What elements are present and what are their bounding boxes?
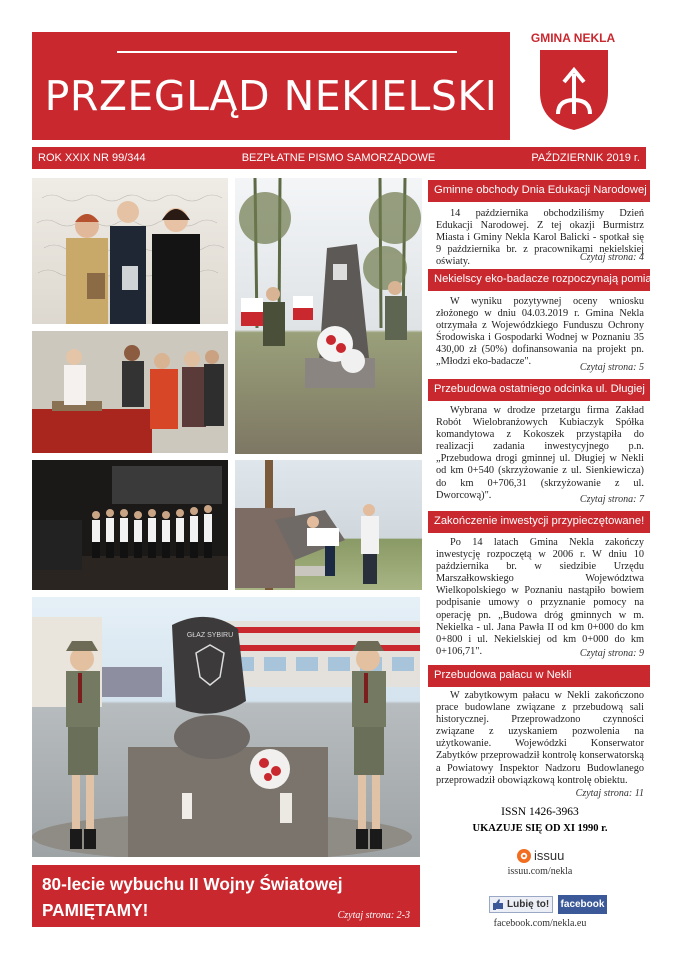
gmina-label: GMINA NEKLA (530, 31, 616, 45)
issuu-brand: issuu (534, 848, 565, 863)
article-title[interactable]: Przebudowa ostatniego odcinka ul. Długiej (428, 379, 650, 401)
article-read-more[interactable]: Czytaj strona: 5 (579, 362, 644, 373)
like-label: Lubię to! (507, 899, 550, 910)
facebook-brand[interactable]: facebook (558, 895, 607, 914)
article-read-more[interactable]: Czytaj strona: 11 (575, 788, 644, 799)
article-body: Wybrana w drodze przetargu firma Zakład Robót Wielobranżowych Kubiaczyk Spółka komandytowa z Kokoszek przystąpiła do realizacji zadania inwestycyjnego p.n. „Przebudowa drogi gminnej ul. Długiej w Nekli od km 0+540 (skrzyżowanie z ul. Sienkiewicza) do km 0+706,31 (skrzyżowanie z ul. Dworcową)". (436, 405, 644, 501)
masthead-rule (117, 51, 457, 53)
thumbs-up-icon (493, 899, 504, 910)
headline-read-more[interactable]: Czytaj strona: 2-3 (337, 910, 410, 921)
masthead (32, 32, 510, 140)
article-body: W zabytkowym pałacu w Nekli zakończono prace budowlane związane z przebudową sali historycznej. Przeprowadzono czynności związane z uzyskaniem pozwolenia na użytkowanie. Wojewódzki Konserwator Zabytków przeprowadził kontrolę konserwatorską a Powiatowy Inspektor Nadzoru Budowlanego przeprowadził obowiązkową kontrolę obiektu. (436, 690, 644, 786)
headline-line-1: 80-lecie wybuchu II Wojny Światowej (42, 874, 343, 894)
photo-memorial-ceremony (235, 178, 422, 454)
tagline: BEZPŁATNE PISMO SAMORZĄDOWE (241, 152, 436, 164)
stone-inscription: GŁAZ SYBIRU (186, 632, 234, 639)
photo-wreath-laying (235, 460, 422, 590)
article-read-more[interactable]: Czytaj strona: 9 (579, 648, 644, 659)
issuu-icon (517, 849, 531, 863)
article-title[interactable]: Gminne obchody Dnia Edukacji Narodowej (428, 180, 650, 202)
photo-teachers-group (32, 178, 228, 324)
info-bar (32, 147, 646, 169)
photo-sybir-stone (32, 597, 420, 857)
issuu-logo[interactable] (517, 848, 564, 863)
article-body: 14 października obchodziliśmy Dzień Edukacji Narodowej. Z tej okazji Burmistrz Miasta i Gminy Nekla Karol Balicki - spotkał się 9 października br. z pracownikami nekielskiej oświaty. (436, 208, 644, 268)
headline-banner (32, 865, 420, 927)
issue-date: PAŹDZIERNIK 2019 r. (531, 152, 640, 164)
photo-award-ceremony (32, 331, 228, 453)
article-title[interactable]: Przebudowa pałacu w Nekli (428, 665, 650, 687)
photo-school-performance (32, 460, 228, 590)
facebook-url[interactable]: facebook.com/nekla.eu (493, 918, 587, 929)
article-title[interactable]: Nekielscy eko-badacze rozpoczynają pomiary (428, 269, 650, 291)
published-since: UKAZUJE SIĘ OD XI 1990 r. (472, 823, 608, 834)
article-body: W wyniku pozytywnej oceny wniosku złożonego w dniu 04.03.2019 r. Gmina Nekla otrzymała z Wojewódzkiego Funduszu Ochrony Środowiska i Gospodarki Wodnej w Poznaniu 35 430,00 zł (50%) dofinansowania na projekt pn. „Młodzi eko-badacze". (436, 296, 644, 368)
coat-of-arms-icon (538, 48, 610, 132)
article-body: Po 14 latach Gmina Nekla zakończy inwestycję rozpoczętą w 2006 r. W dniu 10 października br. w siedzibie Urzędu Marszałkowskiego Województwa Wielkopolskiego w Poznaniu nastąpiło bowiem podpisanie umowy o przyznanie pomocy na operację pn. „Budowa dróg gminnych w m. Nekielka - ul. Jana Pawła II od km 0+000 do km 0+800 i ul. Nekielskiej od km 0+000 do km 0+106,71". (436, 537, 644, 657)
page-title: PRZEGLĄD NEKIELSKI (44, 72, 498, 120)
issn: ISSN 1426-3963 (501, 806, 579, 818)
article-read-more[interactable]: Czytaj strona: 4 (579, 252, 644, 263)
facebook-like-button[interactable] (489, 896, 553, 913)
headline-line-2: PAMIĘTAMY! (42, 900, 149, 920)
issuu-url[interactable]: issuu.com/nekla (507, 866, 573, 877)
article-read-more[interactable]: Czytaj strona: 7 (579, 494, 644, 505)
issue-number: ROK XXIX NR 99/344 (38, 152, 146, 164)
article-title[interactable]: Zakończenie inwestycji przypieczętowane! (428, 511, 650, 533)
